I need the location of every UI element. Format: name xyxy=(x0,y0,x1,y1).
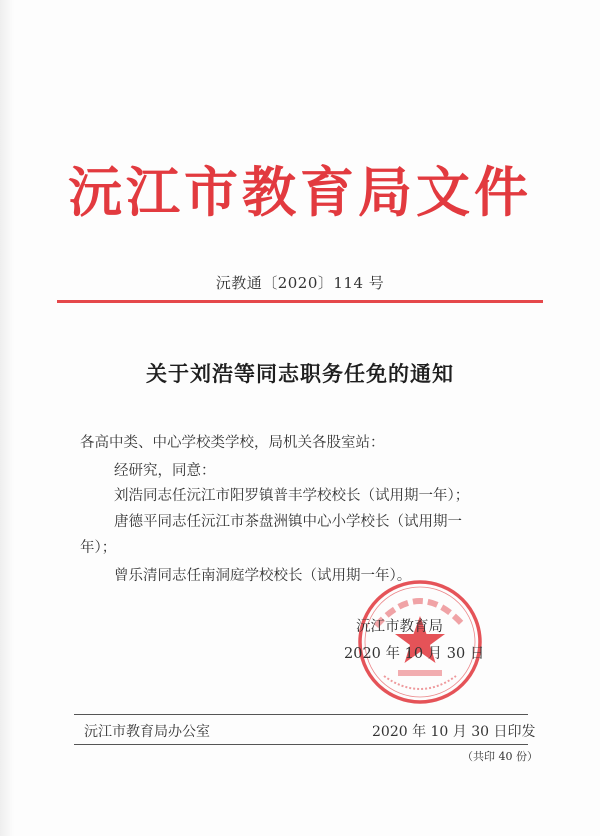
notice-paragraph: 唐德平同志任沅江市茶盘洲镇中心小学校长（试用期一 xyxy=(114,514,462,530)
notice-addressee: 各高中类、中心学校类学校，局机关各股室站： xyxy=(80,435,385,451)
document-number: 沅教通〔2020〕114 号 xyxy=(215,274,385,292)
footer-office: 沅江市教育局办公室 xyxy=(84,724,210,740)
notice-paragraph: 曾乐清同志任南洞庭学校校长（试用期一年）。 xyxy=(114,568,412,584)
header-red-rule xyxy=(57,300,543,303)
footer-rule-bottom xyxy=(74,744,528,745)
document-header-title: 沅江市教育局文件 xyxy=(68,161,532,224)
footer-rule-top xyxy=(74,714,528,715)
notice-paragraph: 经研究，同意： xyxy=(114,463,216,479)
footer-print-date: 2020 年 10 月 30 日印发 xyxy=(372,724,536,740)
print-copies: （共印 40 份） xyxy=(462,750,538,763)
notice-paragraph: 刘浩同志任沅江市阳罗镇普丰学校校长（试用期一年）； xyxy=(114,488,470,504)
notice-paragraph: 年）； xyxy=(80,540,117,556)
notice-date: 2020 年 10 月 30 日 xyxy=(344,646,485,662)
page-shadow xyxy=(0,0,14,836)
notice-title: 关于刘浩等同志职务任免的通知 xyxy=(146,361,454,386)
notice-issuer: 沅江市教育局 xyxy=(356,619,443,635)
